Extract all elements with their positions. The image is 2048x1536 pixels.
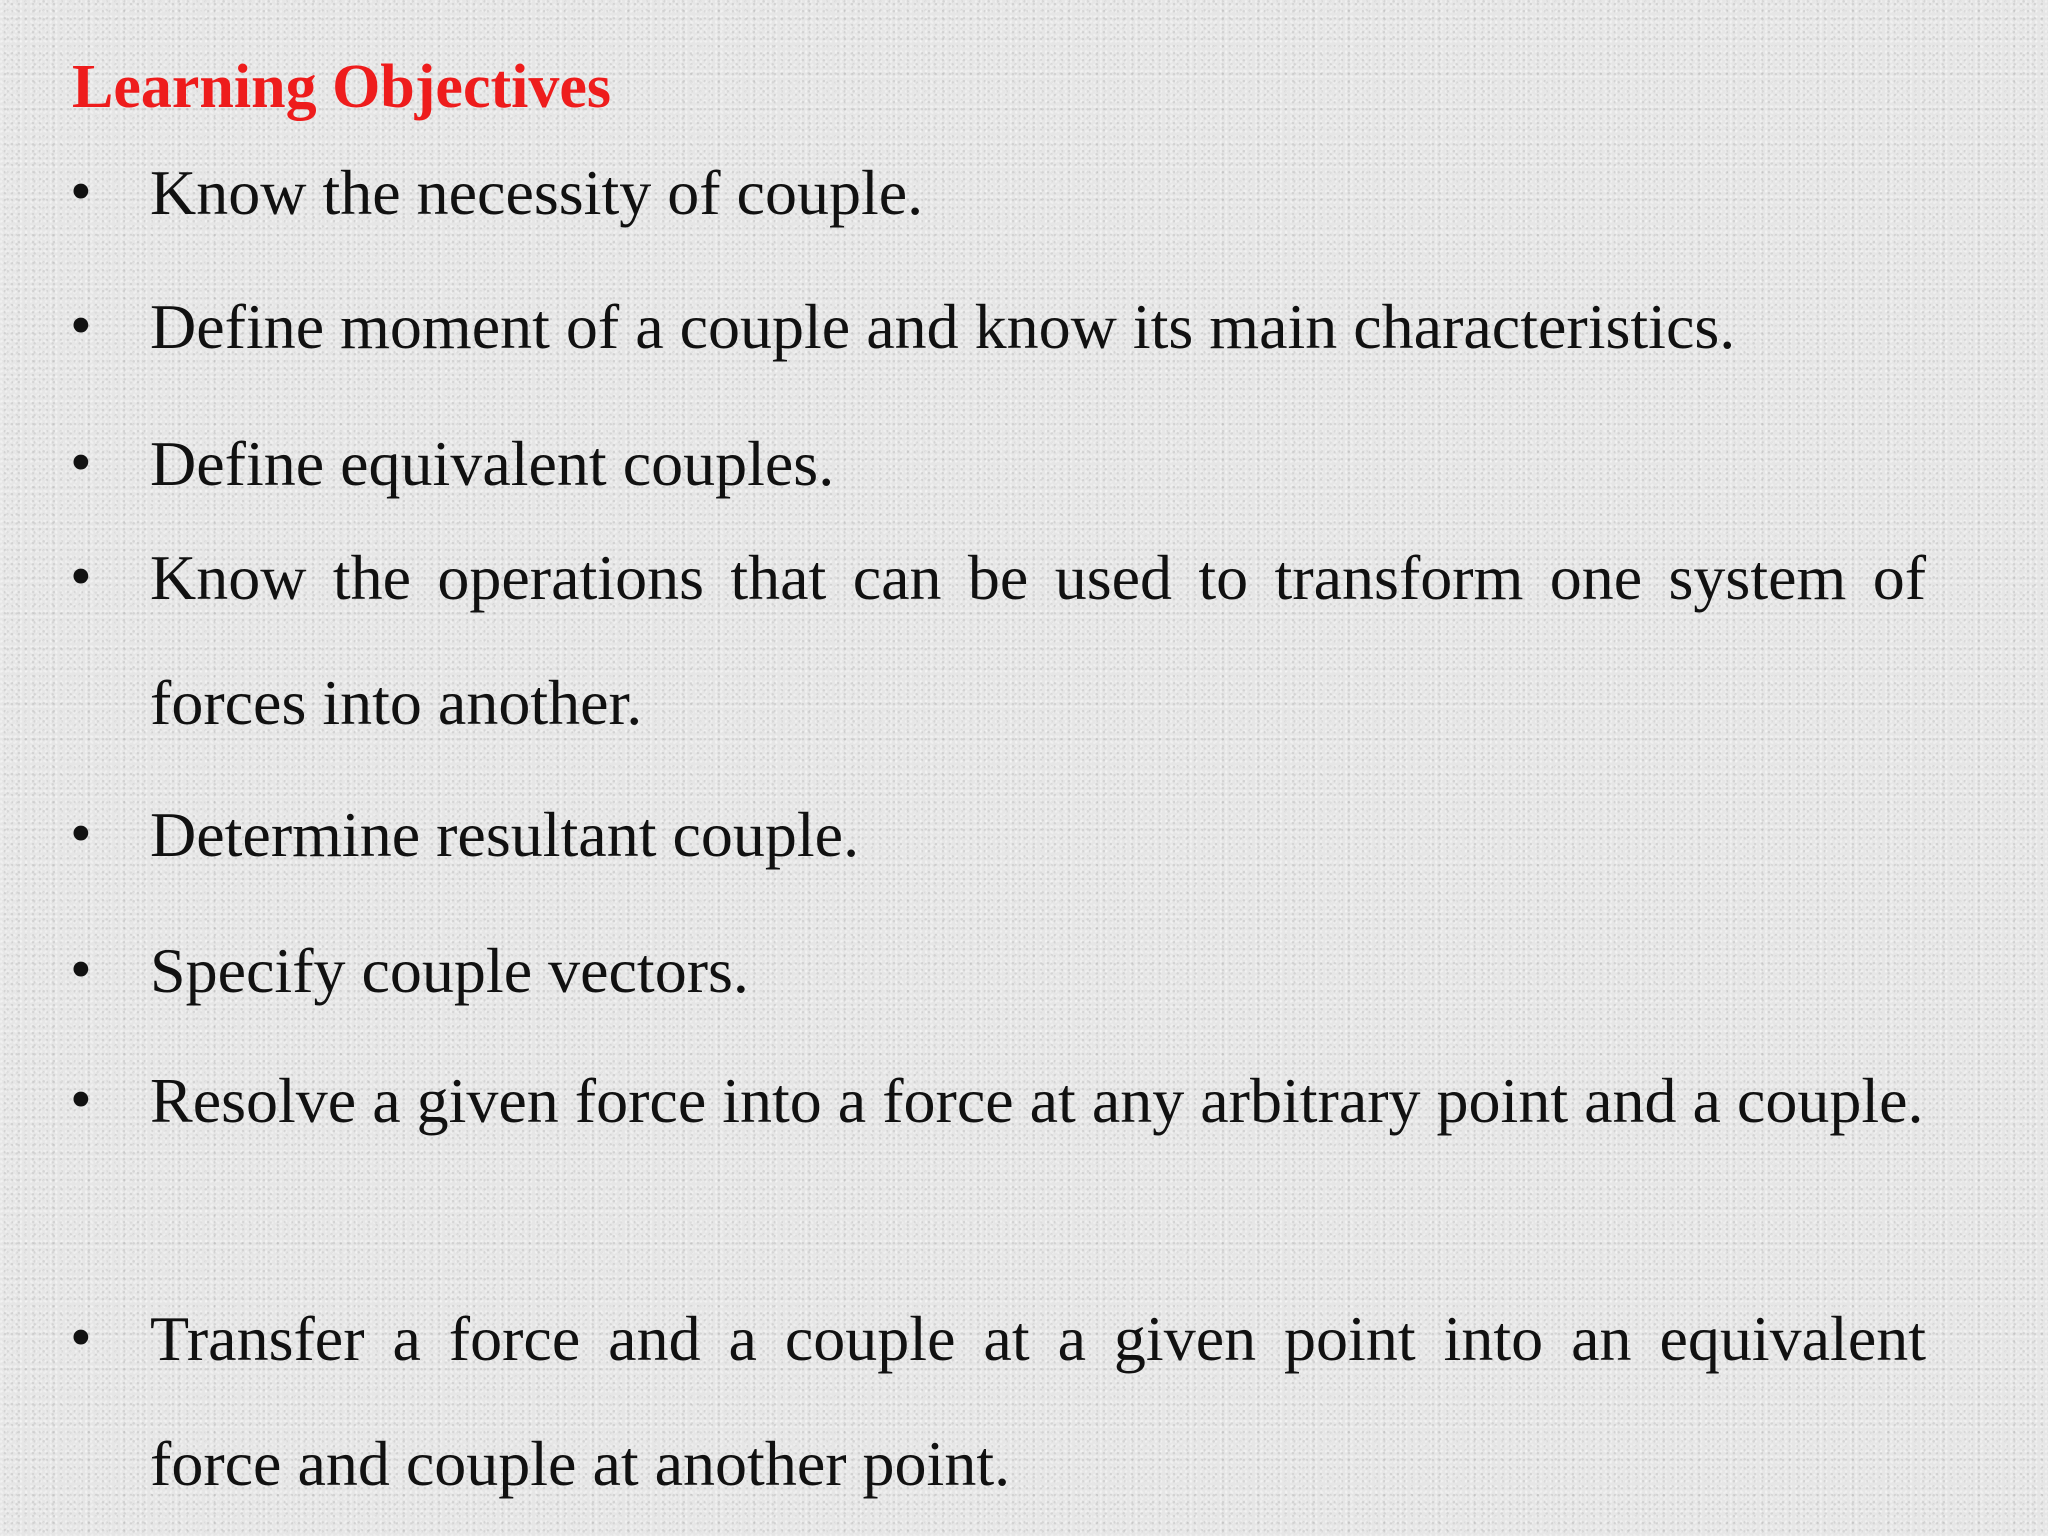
objective-text: Define equivalent couples. bbox=[150, 428, 835, 499]
objective-text: Know the operations that can be used to transform one system of forces into another. bbox=[150, 542, 1926, 738]
bullet-icon: • bbox=[70, 936, 92, 1004]
objective-text: Know the necessity of couple. bbox=[150, 157, 924, 228]
bullet-icon: • bbox=[70, 429, 92, 497]
objective-text: Resolve a given force into a force at any arbitrary point and a couple. bbox=[150, 1065, 1924, 1136]
slide-title: Learning Objectives bbox=[72, 53, 611, 121]
bullet-icon: • bbox=[70, 543, 92, 611]
bullet-icon: • bbox=[70, 1304, 92, 1372]
objective-text: Specify couple vectors. bbox=[150, 935, 749, 1006]
objective-text: Determine resultant couple. bbox=[150, 799, 860, 870]
bullet-icon: • bbox=[70, 800, 92, 868]
bullet-icon: • bbox=[70, 1066, 92, 1134]
bullet-icon: • bbox=[70, 158, 92, 226]
bullet-icon: • bbox=[70, 292, 92, 360]
objective-text: Define moment of a couple and know its main characteristics. bbox=[150, 291, 1736, 362]
objective-text: Transfer a force and a couple at a given point into an equivalent force and couple at another point. bbox=[150, 1303, 1926, 1499]
